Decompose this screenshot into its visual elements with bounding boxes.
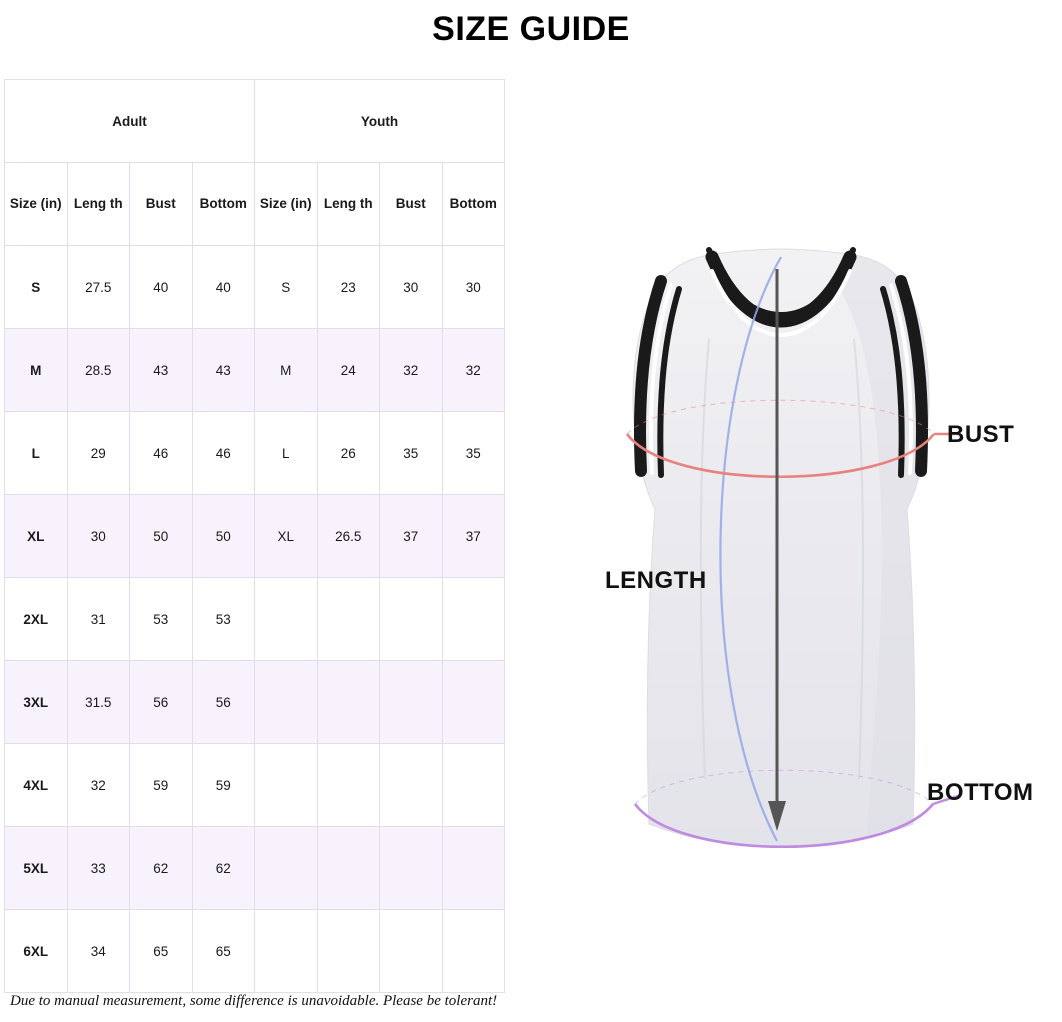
cell-youth-bust: 37 xyxy=(380,495,443,578)
cell-youth-size xyxy=(255,827,318,910)
column-header-adult-length: Leng th xyxy=(67,163,130,246)
table-row xyxy=(5,827,505,910)
tank-top-body xyxy=(633,249,929,846)
table-group-header-row xyxy=(5,80,505,163)
cell-youth-length xyxy=(317,661,380,744)
size-table xyxy=(4,79,505,993)
cell-youth-bust: 32 xyxy=(380,329,443,412)
cell-adult-length: 30 xyxy=(67,495,130,578)
cell-adult-size: 4XL xyxy=(5,744,68,827)
cell-youth-length: 26.5 xyxy=(317,495,380,578)
cell-adult-size: 2XL xyxy=(5,578,68,661)
cell-adult-length: 27.5 xyxy=(67,246,130,329)
cell-youth-bottom: 32 xyxy=(442,329,505,412)
cell-adult-bust: 59 xyxy=(130,744,193,827)
page-title: SIZE GUIDE xyxy=(432,10,630,48)
column-header-youth-length: Leng th xyxy=(317,163,380,246)
cell-youth-size xyxy=(255,661,318,744)
cell-youth-bust xyxy=(380,661,443,744)
cell-adult-bottom: 56 xyxy=(192,661,255,744)
cell-youth-bottom xyxy=(442,827,505,910)
bottom-label: BOTTOM xyxy=(927,779,1034,806)
cell-adult-size: M xyxy=(5,329,68,412)
table-row xyxy=(5,744,505,827)
cell-adult-bust: 53 xyxy=(130,578,193,661)
cell-adult-bust: 46 xyxy=(130,412,193,495)
cell-adult-size: 5XL xyxy=(5,827,68,910)
cell-adult-bust: 65 xyxy=(130,910,193,993)
cell-youth-bottom xyxy=(442,744,505,827)
cell-adult-size: S xyxy=(5,246,68,329)
column-header-adult-bottom: Bottom xyxy=(192,163,255,246)
cell-youth-bottom xyxy=(442,578,505,661)
cell-adult-bottom: 65 xyxy=(192,910,255,993)
cell-adult-length: 31 xyxy=(67,578,130,661)
tank-top-illustration xyxy=(509,89,1049,949)
cell-adult-size: XL xyxy=(5,495,68,578)
table-row xyxy=(5,246,505,329)
table-row xyxy=(5,412,505,495)
table-row xyxy=(5,495,505,578)
cell-adult-length: 32 xyxy=(67,744,130,827)
table-row xyxy=(5,910,505,993)
cell-adult-bottom: 53 xyxy=(192,578,255,661)
cell-adult-bottom: 50 xyxy=(192,495,255,578)
cell-youth-bust xyxy=(380,578,443,661)
size-table-container xyxy=(4,79,509,993)
cell-youth-length xyxy=(317,910,380,993)
bust-label: BUST xyxy=(947,421,1015,448)
cell-youth-length xyxy=(317,744,380,827)
cell-adult-length: 31.5 xyxy=(67,661,130,744)
cell-youth-length: 24 xyxy=(317,329,380,412)
cell-youth-length: 23 xyxy=(317,246,380,329)
column-header-youth-size: Size (in) xyxy=(255,163,318,246)
column-header-adult-size: Size (in) xyxy=(5,163,68,246)
cell-youth-bust xyxy=(380,827,443,910)
cell-adult-bust: 40 xyxy=(130,246,193,329)
cell-youth-size: M xyxy=(255,329,318,412)
table-column-header-row xyxy=(5,163,505,246)
cell-adult-length: 28.5 xyxy=(67,329,130,412)
table-row xyxy=(5,661,505,744)
cell-adult-length: 33 xyxy=(67,827,130,910)
cell-youth-size: L xyxy=(255,412,318,495)
cell-youth-length xyxy=(317,578,380,661)
cell-adult-length: 34 xyxy=(67,910,130,993)
cell-adult-size: L xyxy=(5,412,68,495)
cell-adult-bottom: 46 xyxy=(192,412,255,495)
group-header-adult: Adult xyxy=(5,80,255,163)
cell-youth-bottom: 30 xyxy=(442,246,505,329)
cell-adult-bust: 43 xyxy=(130,329,193,412)
cell-adult-bust: 50 xyxy=(130,495,193,578)
cell-adult-size: 3XL xyxy=(5,661,68,744)
cell-adult-bottom: 40 xyxy=(192,246,255,329)
cell-adult-size: 6XL xyxy=(5,910,68,993)
cell-youth-bust xyxy=(380,744,443,827)
cell-adult-bottom: 59 xyxy=(192,744,255,827)
column-header-youth-bottom: Bottom xyxy=(442,163,505,246)
cell-adult-bust: 56 xyxy=(130,661,193,744)
cell-youth-length: 26 xyxy=(317,412,380,495)
cell-youth-bottom: 35 xyxy=(442,412,505,495)
content-area xyxy=(0,49,1062,993)
cell-youth-size xyxy=(255,744,318,827)
column-header-adult-bust: Bust xyxy=(130,163,193,246)
cell-youth-size xyxy=(255,910,318,993)
cell-adult-length: 29 xyxy=(67,412,130,495)
cell-adult-bottom: 62 xyxy=(192,827,255,910)
cell-adult-bust: 62 xyxy=(130,827,193,910)
cell-youth-length xyxy=(317,827,380,910)
cell-youth-bust xyxy=(380,910,443,993)
table-row xyxy=(5,329,505,412)
table-row xyxy=(5,578,505,661)
cell-youth-size: S xyxy=(255,246,318,329)
cell-youth-bust: 35 xyxy=(380,412,443,495)
cell-youth-bottom: 37 xyxy=(442,495,505,578)
cell-youth-bottom xyxy=(442,910,505,993)
cell-youth-size xyxy=(255,578,318,661)
cell-youth-bust: 30 xyxy=(380,246,443,329)
cell-youth-bottom xyxy=(442,661,505,744)
measurement-note: Due to manual measurement, some difference is unavoidable. Please be tolerant! xyxy=(10,993,498,1009)
garment-diagram xyxy=(509,89,1049,949)
length-label: LENGTH xyxy=(605,567,707,594)
cell-adult-bottom: 43 xyxy=(192,329,255,412)
cell-youth-size: XL xyxy=(255,495,318,578)
group-header-youth: Youth xyxy=(255,80,505,163)
column-header-youth-bust: Bust xyxy=(380,163,443,246)
